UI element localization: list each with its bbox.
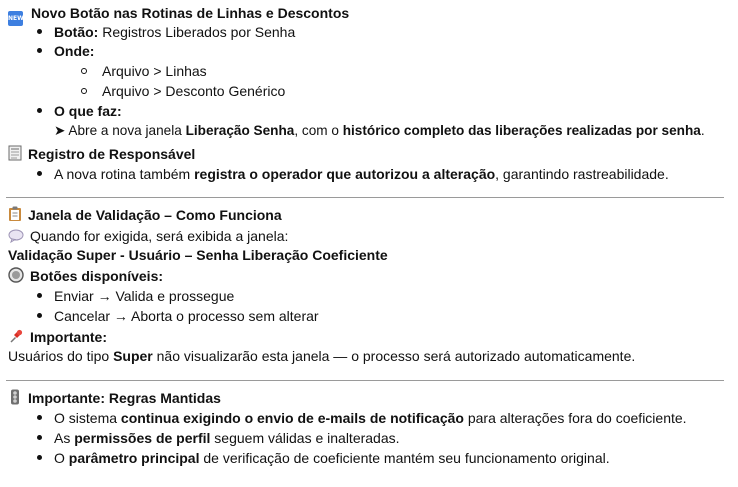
bullet [37,108,42,113]
bullet [37,455,42,460]
list-item: As permissões de perfil seguem válidas e inalteradas. [54,430,400,446]
important-note: Usuários do tipo Super não visualizarão esta janela — o processo será autorizado automaticamente. [8,348,636,364]
description: ➤ Abre a nova janela Liberação Senha, com o histórico completo das liberações realizadas por senha. [54,123,705,138]
window-title: Validação Super - Usuário – Senha Liberação Coeficiente [8,247,388,263]
list-item: Botão: Registros Liberados por Senha [54,24,296,40]
section-responsible-heading [8,145,195,165]
bullet [37,48,42,53]
list-item: O parâmetro principal de verificação de coeficiente mantém seu funcionamento original. [54,450,610,466]
clipboard-icon [8,206,22,226]
bullet [37,29,42,34]
section-title: Novo Botão nas Rotinas de Linhas e Descontos [31,5,350,21]
section-title: Janela de Validação – Como Funciona [28,207,282,223]
buttons-heading: Botões disponíveis: [8,267,163,287]
section-title: Registro de Responsável [28,146,196,162]
list-item: Enviar → Valida e prossegue [54,288,235,304]
validation-when: Quando for exigida, será exibida a janela: [8,227,288,247]
important-heading: Importante: [8,328,107,348]
notepad-icon [8,145,22,165]
sub-bullet [81,68,87,74]
section-rules-heading [8,389,221,409]
arrow-icon: ➤ [54,123,66,138]
list-item: Arquivo > Desconto Genérico [102,83,286,99]
list-item: Cancelar → Aborta o processo sem alterar [54,308,319,324]
list-item: A nova rotina também registra o operador que autorizou a alteração, garantindo rastreabilidade. [54,166,669,182]
sub-bullet [81,88,87,94]
traffic-light-icon [8,389,22,409]
bullet [37,435,42,440]
bullet [37,171,42,176]
divider [6,197,724,198]
radio-button-icon [8,267,24,287]
section-validation-heading [8,206,282,226]
list-item: O sistema continua exigindo o envio de e-mails de notificação para alterações fora do coeficiente. [54,410,687,426]
pushpin-icon [8,328,24,348]
bullet [37,293,42,298]
list-item: O que faz: [54,103,122,119]
speech-bubble-icon [8,229,24,247]
divider [6,380,724,381]
list-item: Onde: [54,43,95,59]
bullet [37,415,42,420]
bullet [37,313,42,318]
new-badge-icon: NEW [8,11,23,26]
list-item: Arquivo > Linhas [102,63,207,79]
section-title: Importante: Regras Mantidas [28,390,221,406]
